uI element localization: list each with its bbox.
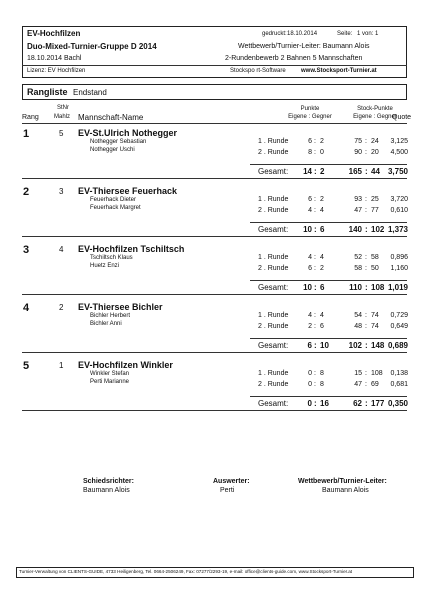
total-points-own: 14 [303,167,312,176]
round-stock-sep: : [365,196,367,203]
round-label: 1 . Runde [258,312,289,319]
website: www.Stocksport-Turnier.at [301,68,377,74]
team-divider [22,178,407,179]
team-stnr: 1 [59,361,64,370]
team-member: Nothegger Uschi [90,147,135,153]
total-points-own: 6 [307,341,312,350]
round-points-opp: 8 [320,370,324,377]
total-quote: 0,350 [387,399,408,408]
total-stock-own: 62 [353,399,362,408]
total-points-sep: : [314,167,317,176]
total-rule-top [250,222,407,223]
round-points-own: 8 [308,149,312,156]
round-stock-sep: : [365,149,367,156]
round-label: 2 . Runde [258,323,289,330]
leader-name: Baumann Alois [322,487,369,494]
round-stock-opp: 74 [371,312,379,319]
round-quote: 0,681 [390,381,408,388]
license: Lizenz: EV Hochfilzen [27,68,86,74]
col-stock-sub: Eigene : Gegner [353,114,397,120]
printed-label: gedruckt: [262,31,287,37]
col-stnr-bottom: Mahlz [54,114,71,120]
format-line: 2-Rundenbewerb 2 Bahnen 5 Mannschaften [225,55,363,62]
team-name: EV-Thiersee Bichler [78,302,163,312]
total-quote: 0,689 [387,341,408,350]
round-stock-own: 54 [354,312,362,319]
tournament-title: Duo-Mixed-Turnier-Gruppe D 2014 [27,42,157,51]
team-member: Bichler Anni [90,321,122,327]
team-divider [22,352,407,353]
round-points-sep: : [314,254,316,261]
printed-date: 18.10.2014 [287,31,318,37]
round-stock-opp: 25 [371,196,379,203]
footer-text: Turnier-Verwaltung von CLIENTS-GUIDE, 4733 Heiligenberg, Tel. 0664-2506249, Fax: 07277/2293-19, e-mail: office@clients-guide.com, www.Stocksport-Turnier.at [19,569,353,574]
date-place: 18.10.2014 Bachl [27,55,82,62]
page-label: Seite: [337,31,353,37]
round-points-own: 2 [308,323,312,330]
round-quote: 0,138 [390,370,408,377]
total-points-own: 10 [303,283,312,292]
round-label: 2 . Runde [258,149,289,156]
team-member: Feuerhack Dieter [90,197,137,203]
scorer-label: Auswerter: [213,478,250,485]
total-rule-top [250,164,407,165]
round-points-sep: : [314,196,316,203]
col-quote: Quote [392,114,412,121]
round-quote: 0,610 [390,207,408,214]
team-divider [22,236,407,237]
total-points-sep: : [314,225,317,234]
team-rank: 1 [23,128,30,140]
round-points-own: 4 [308,312,312,319]
total-quote: 3,750 [387,167,408,176]
team-stnr: 2 [59,303,64,312]
col-punkte: Punkte [300,106,320,112]
total-points-opp: 2 [320,167,325,176]
round-stock-own: 93 [354,196,362,203]
round-stock-own: 75 [354,138,362,145]
team-rank: 4 [23,302,30,314]
total-stock-own: 140 [348,225,362,234]
round-points-opp: 2 [320,265,324,272]
total-quote: 1,373 [387,225,408,234]
team-member: Perti Marianne [90,379,130,385]
referee-name: Baumann Alois [83,487,130,494]
software-label: Stockspo rt-Software [230,68,286,74]
round-points-own: 6 [308,196,312,203]
round-points-opp: 6 [320,323,324,330]
club-name: EV-Hochfilzen [27,29,81,38]
team-stnr: 3 [59,187,64,196]
total-stock-sep: : [365,167,368,176]
total-label: Gesamt: [258,341,289,350]
total-points-opp: 6 [320,225,325,234]
total-label: Gesamt: [258,167,289,176]
total-stock-opp: 177 [371,399,385,408]
round-label: 2 . Runde [258,265,289,272]
round-label: 1 . Runde [258,138,289,145]
round-points-own: 6 [308,138,312,145]
round-points-sep: : [314,370,316,377]
total-points-opp: 10 [320,341,329,350]
team-member: Feuerhack Margret [90,205,141,211]
total-stock-opp: 148 [371,341,385,350]
round-stock-opp: 77 [371,207,379,214]
team-member: Huetz Enzi [90,263,120,269]
ranking-title: Rangliste [27,87,68,97]
col-punkte-sub: Eigene : Gegner [288,114,332,120]
total-stock-own: 165 [348,167,362,176]
round-points-sep: : [314,207,316,214]
round-stock-sep: : [365,323,367,330]
round-stock-opp: 108 [371,370,383,377]
ranking-subtitle: Endstand [73,88,107,97]
col-stock: Stock-Punkte [357,106,393,112]
round-stock-sep: : [365,138,367,145]
total-points-opp: 6 [320,283,325,292]
round-stock-own: 58 [354,265,362,272]
round-label: 1 . Runde [258,254,289,261]
round-stock-opp: 74 [371,323,379,330]
round-points-opp: 2 [320,196,324,203]
team-rank: 5 [23,360,30,372]
round-stock-sep: : [365,254,367,261]
page-value: 1 von: 1 [357,31,379,37]
round-stock-opp: 50 [371,265,379,272]
round-stock-sep: : [365,265,367,272]
total-stock-own: 110 [349,283,362,292]
round-stock-own: 52 [354,254,362,261]
round-points-sep: : [314,312,316,319]
total-points-sep: : [314,399,317,408]
round-points-sep: : [314,323,316,330]
total-stock-own: 102 [348,341,362,350]
round-points-own: 0 [308,381,312,388]
total-points-sep: : [314,341,317,350]
total-stock-sep: : [365,283,368,292]
header-rule [22,123,407,124]
round-points-own: 0 [308,370,312,377]
round-points-own: 4 [308,254,312,261]
total-stock-sep: : [365,225,368,234]
round-label: 1 . Runde [258,196,289,203]
round-stock-sep: : [365,312,367,319]
round-stock-opp: 24 [371,138,379,145]
total-points-opp: 16 [320,399,329,408]
round-quote: 3,720 [390,196,408,203]
round-points-own: 4 [308,207,312,214]
round-stock-sep: : [365,381,367,388]
round-stock-opp: 20 [371,149,379,156]
total-rule-top [250,280,407,281]
round-quote: 0,896 [390,254,408,261]
team-name: EV-Thiersee Feuerhack [78,186,178,196]
round-stock-opp: 69 [371,381,379,388]
round-stock-own: 47 [354,207,362,214]
total-label: Gesamt: [258,225,289,234]
total-stock-opp: 102 [371,225,385,234]
round-label: 2 . Runde [258,381,289,388]
round-quote: 4,500 [390,149,408,156]
round-points-own: 6 [308,265,312,272]
round-points-opp: 4 [320,207,324,214]
round-stock-own: 48 [354,323,362,330]
team-name: EV-Hochfilzen Tschiltsch [78,244,185,254]
team-rank: 2 [23,186,30,198]
total-points-own: 10 [303,225,312,234]
total-rule-top [250,338,407,339]
total-stock-opp: 108 [371,283,385,292]
leader-label: Wettbewerb/Turnier-Leiter: [298,478,387,485]
total-stock-sep: : [365,399,368,408]
leader-line: Wettbewerb/Turnier-Leiter: Baumann Alois [238,43,370,50]
team-rank: 3 [23,244,30,256]
total-quote: 1,019 [387,283,408,292]
col-name: Mannschaft-Name [78,113,144,122]
header-divider [22,65,407,66]
total-stock-opp: 44 [371,167,380,176]
team-stnr: 4 [59,245,64,254]
round-points-sep: : [314,138,316,145]
team-name: EV-Hochfilzen Winkler [78,360,173,370]
round-points-sep: : [314,381,316,388]
team-stnr: 5 [59,129,64,138]
team-member: Nothegger Sebastian [90,139,147,145]
team-member: Tschiltsch Klaus [90,255,133,261]
round-points-sep: : [314,265,316,272]
scorer-name: Perti [220,487,235,494]
round-points-sep: : [314,149,316,156]
total-stock-sep: : [365,341,368,350]
round-stock-own: 15 [354,370,362,377]
total-rule-top [250,396,407,397]
total-points-sep: : [314,283,317,292]
round-quote: 0,649 [390,323,408,330]
round-points-opp: 8 [320,381,324,388]
referee-label: Schiedsrichter: [83,478,134,485]
team-member: Bichler Herbert [90,313,131,319]
round-label: 1 . Runde [258,370,289,377]
round-quote: 3,125 [390,138,408,145]
team-divider [22,410,407,411]
col-rang: Rang [22,114,39,121]
round-stock-sep: : [365,207,367,214]
round-label: 2 . Runde [258,207,289,214]
team-name: EV-St.Ulrich Nothegger [78,128,178,138]
col-stnr-top: StNr [57,105,69,111]
round-points-opp: 2 [320,138,324,145]
total-points-own: 0 [307,399,312,408]
team-divider [22,294,407,295]
round-points-opp: 4 [320,312,324,319]
total-label: Gesamt: [258,399,289,408]
round-stock-sep: : [365,370,367,377]
round-stock-own: 47 [354,381,362,388]
round-stock-opp: 58 [371,254,379,261]
round-quote: 0,729 [390,312,408,319]
round-quote: 1,160 [390,265,408,272]
round-points-opp: 0 [320,149,324,156]
team-member: Winkler Stefan [90,371,130,377]
round-points-opp: 4 [320,254,324,261]
round-stock-own: 90 [354,149,362,156]
total-label: Gesamt: [258,283,289,292]
